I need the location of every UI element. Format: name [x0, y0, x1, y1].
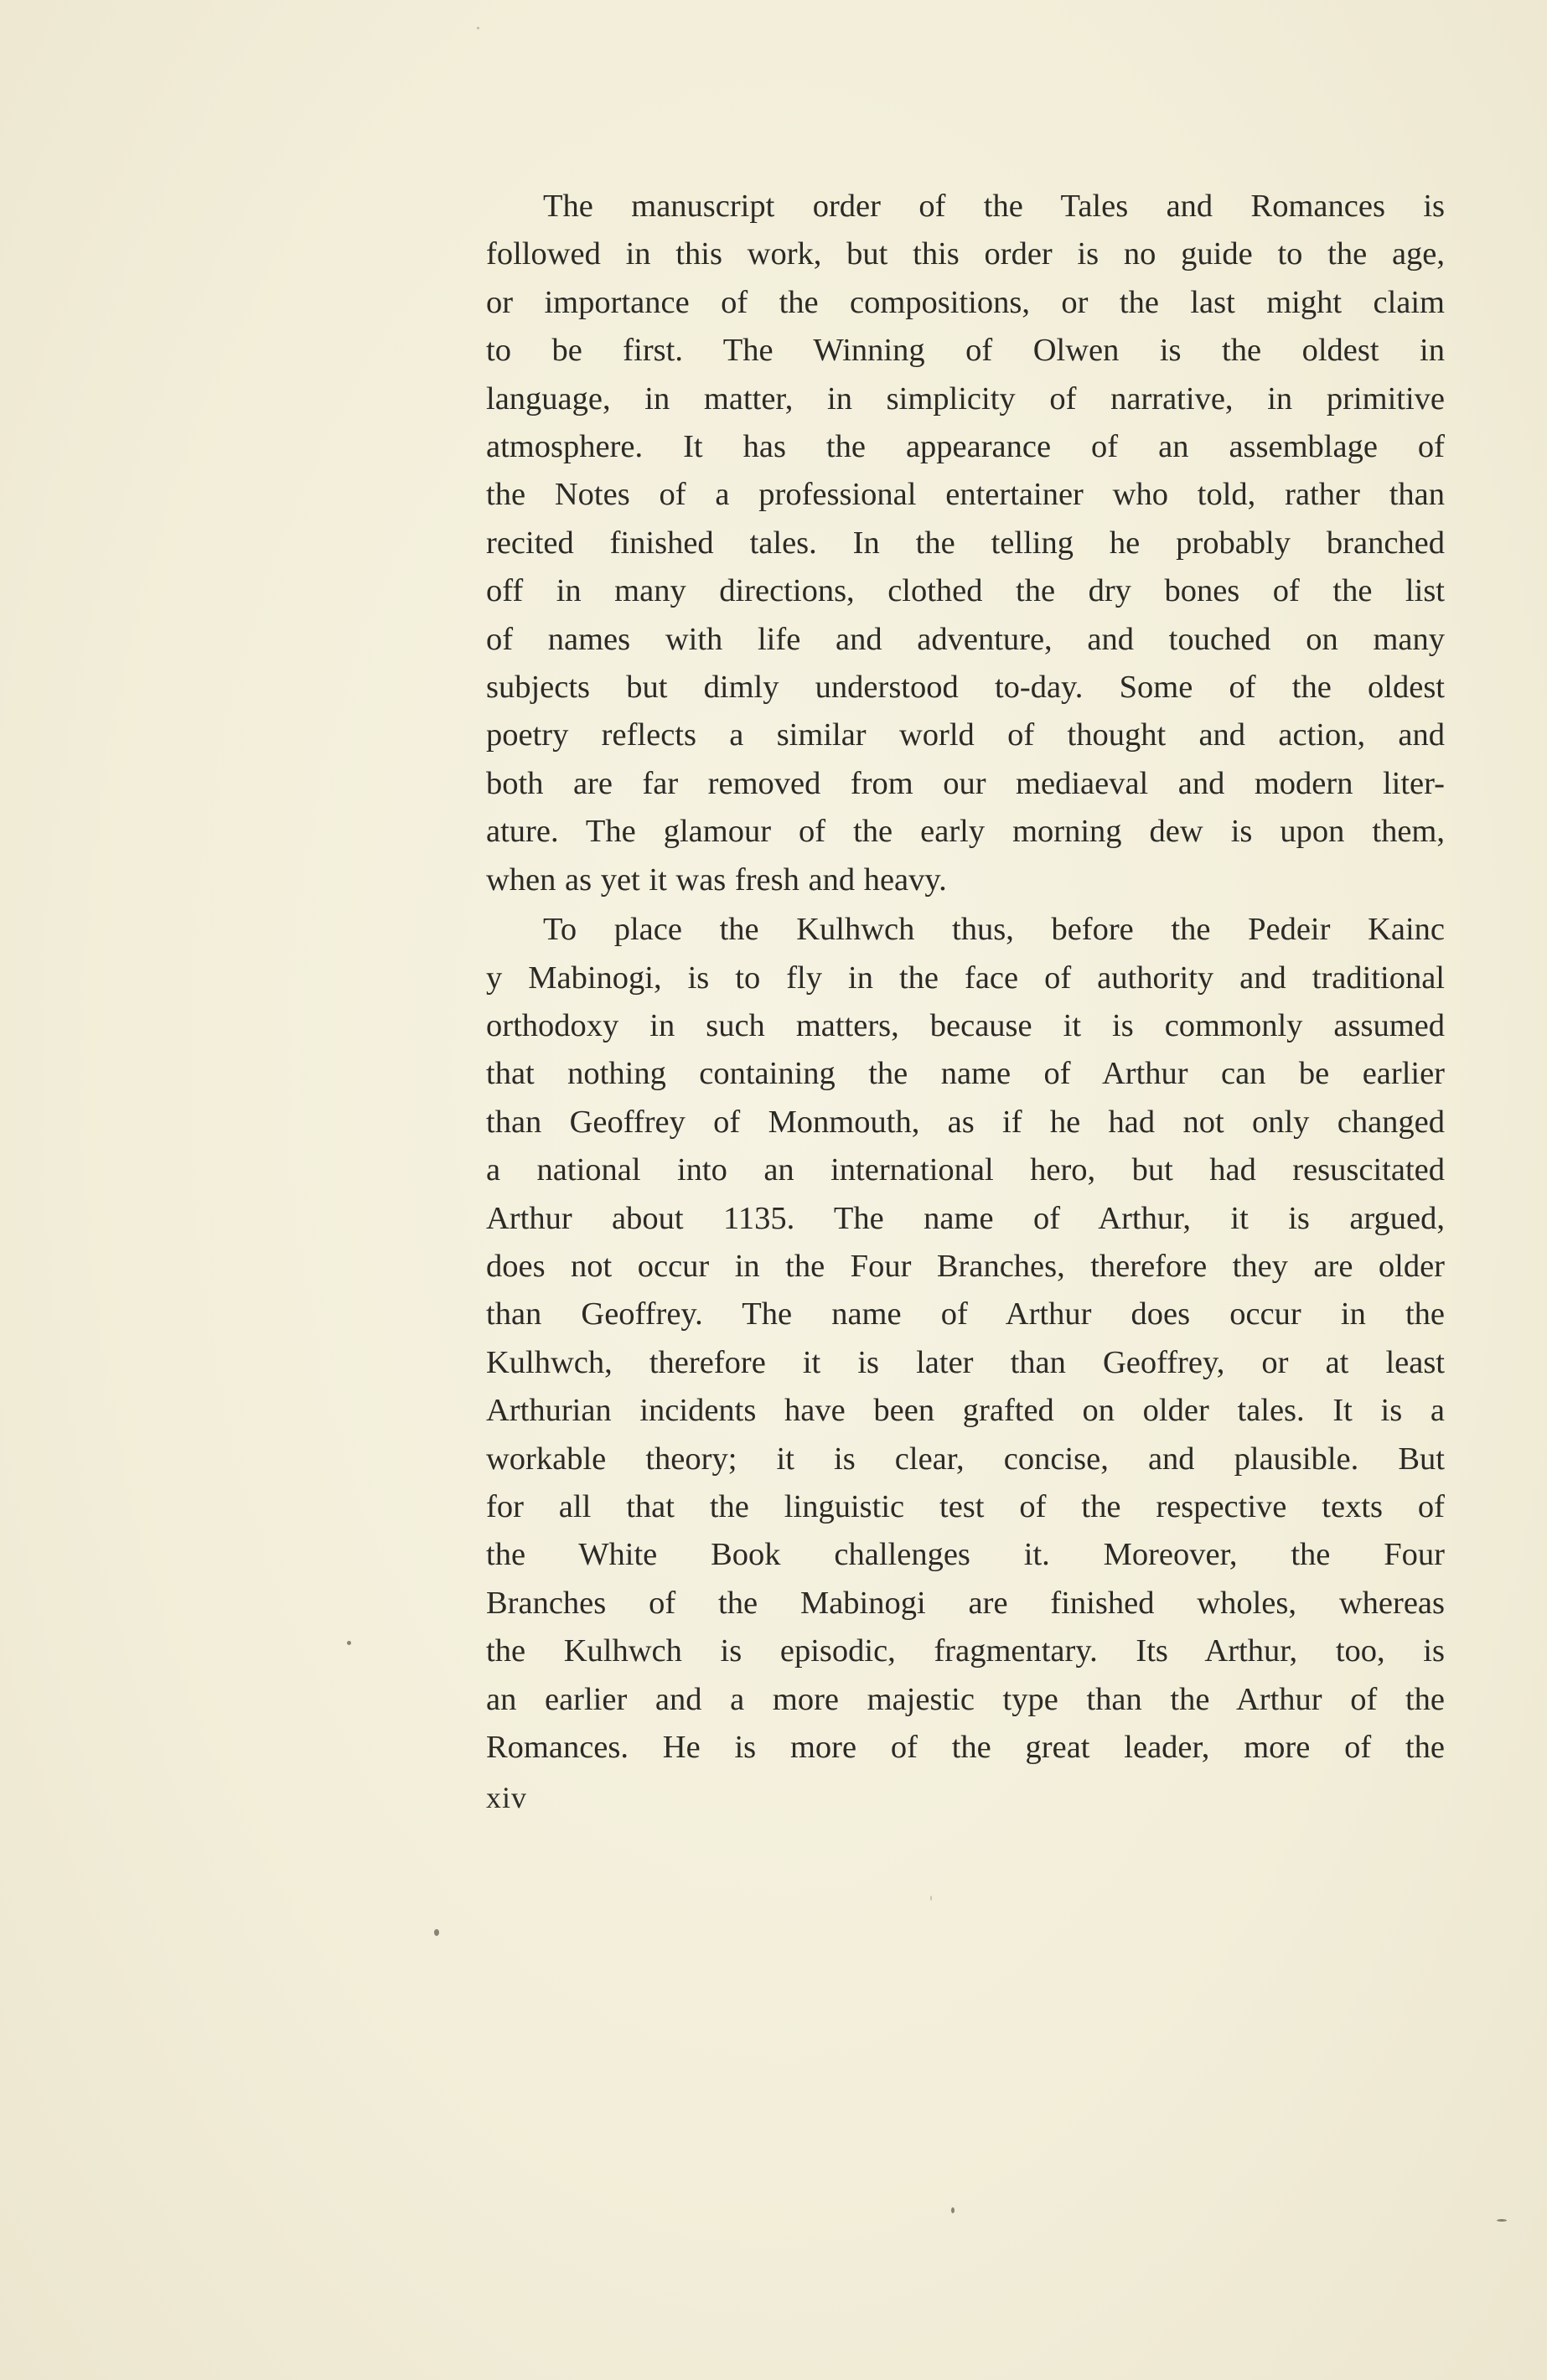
scan-speck [951, 2207, 955, 2213]
text-line: the Kulhwch is episodic, fragmentary. Its Arthur, too, is [486, 1633, 1445, 1669]
text-line: subjects but dimly understood to-day. Some of the oldest [486, 670, 1445, 706]
text-line: atmosphere. It has the appearance of an assemblage of [486, 429, 1445, 465]
text-line: recited finished tales. In the telling he probably branched [486, 525, 1445, 561]
text-line: The manuscript order of the Tales and Romances is [543, 189, 1445, 224]
text-line: ature. The glamour of the early morning dew is upon them, [486, 814, 1445, 850]
text-line: Arthur about 1135. The name of Arthur, it is argued, [486, 1200, 1445, 1236]
text-line: Kulhwch, therefore it is later than Geoffrey, or at least [486, 1344, 1445, 1380]
text-line: an earlier and a more majestic type than the Arthur of the [486, 1681, 1445, 1717]
text-line: than Geoffrey of Monmouth, as if he had not only changed [486, 1104, 1445, 1140]
text-line: both are far removed from our mediaeval and modern liter- [486, 765, 1445, 801]
text-line: does not occur in the Four Branches, therefore they are older [486, 1248, 1445, 1284]
text-line: Arthurian incidents have been grafted on older tales. It is a [486, 1393, 1445, 1429]
text-line: off in many directions, clothed the dry bones of the list [486, 573, 1445, 609]
paragraph-2 [486, 906, 1445, 1772]
scan-speck [434, 1929, 439, 1936]
paragraph-1 [486, 183, 1445, 904]
text-line: for all that the linguistic test of the respective texts of [486, 1488, 1445, 1524]
text-line: or importance of the compositions, or the last might claim [486, 284, 1445, 320]
scan-speck [1497, 2219, 1507, 2222]
page-number: xiv [486, 1781, 528, 1814]
text-line: to be first. The Winning of Olwen is the oldest in [486, 333, 1445, 369]
text-line: followed in this work, but this order is no guide to the age, [486, 236, 1445, 272]
text-line: of names with life and adventure, and touched on many [486, 621, 1445, 657]
text-line: a national into an international hero, but had resuscitated [486, 1152, 1445, 1188]
text-line: orthodoxy in such matters, because it is commonly assumed [486, 1007, 1445, 1043]
text-line: than Geoffrey. The name of Arthur does occur in the [486, 1296, 1445, 1332]
text-line: Romances. He is more of the great leader, more of the [486, 1730, 1445, 1765]
text-line: y Mabinogi, is to fly in the face of authority and traditional [486, 960, 1445, 996]
text-line: poetry reflects a similar world of thought and action, and [486, 717, 1445, 753]
text-line: Branches of the Mabinogi are finished wholes, whereas [486, 1585, 1445, 1621]
text-line: language, in matter, in simplicity of narrative, in primitive [486, 380, 1445, 416]
scan-speck [930, 1896, 932, 1901]
text-line: the White Book challenges it. Moreover, the Four [486, 1537, 1445, 1573]
text-line: the Notes of a professional entertainer who told, rather than [486, 477, 1445, 513]
scan-speck [347, 1641, 351, 1645]
text-line: when as yet it was fresh and heavy. [486, 861, 947, 898]
text-line: To place the Kulhwch thus, before the Pedeir Kainc [543, 912, 1445, 948]
body-text [486, 183, 1445, 1772]
text-line: workable theory; it is clear, concise, and plausible. But [486, 1441, 1445, 1477]
text-line: that nothing containing the name of Arthur can be earlier [486, 1056, 1445, 1092]
scan-speck [477, 27, 479, 29]
